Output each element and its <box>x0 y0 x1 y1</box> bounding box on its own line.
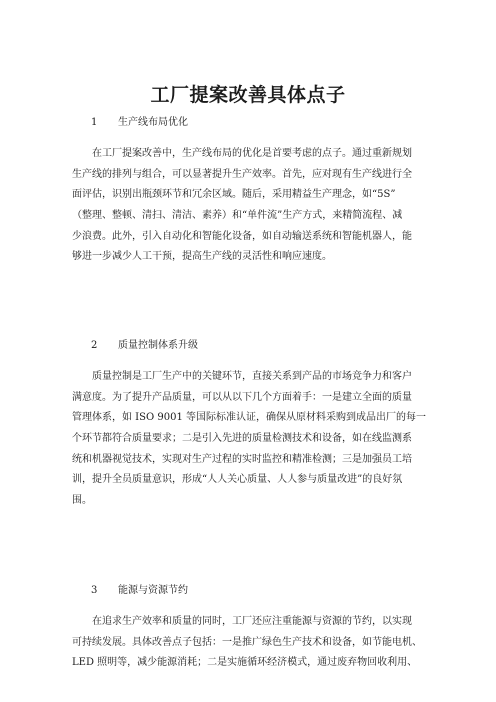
section-1 <box>72 115 428 268</box>
section-heading <box>72 338 428 354</box>
paragraph-line: （整理、整顿、清扫、清洁、素养）和“单件流”生产方式，来精简流程、减 <box>72 210 403 222</box>
paragraph-line: 满意度。为了提升产品质量，可以从以下几个方面着手：一是建立全面的质量 <box>72 391 412 403</box>
paragraph-line: 围。 <box>72 495 92 507</box>
paragraph-line: 面评估，识别出瓶颈环节和冗余区域。随后，采用精益生产理念，如“5S” <box>72 189 396 201</box>
paragraph-line: LED 照明等，减少能源消耗；二是实施循环经济模式，通过废弃物回收利用、 <box>72 657 418 669</box>
document-title: 工厂提案改善具体点子 <box>150 84 346 106</box>
section-3 <box>72 583 428 674</box>
section-number: 1 <box>91 117 98 128</box>
paragraph-line: 在工厂提案改善中，生产线布局的优化是首要考虑的点子。通过重新规划 <box>92 148 412 159</box>
section-number: 2 <box>91 340 98 351</box>
section-body <box>72 144 428 268</box>
paragraph-line: 够进一步减少人工干预，提高生产线的灵活性和响应速度。 <box>72 251 332 263</box>
paragraph-line: 训，提升全员质量意识，形成“人人关心质量、人人参与质量改进”的良好氛 <box>72 474 403 486</box>
section-number: 3 <box>91 585 98 596</box>
paragraph-line: 生产线的排列与组合，可以显著提升生产效率。首先，应对现有生产线进行全 <box>72 168 412 180</box>
paragraph-line: 质量控制是工厂生产中的关键环节，直接关系到产品的市场竞争力和客户 <box>92 371 412 382</box>
paragraph-line: 管理体系，如 ISO 9001 等国际标准认证，确保从原材料采购到成品出厂的每一 <box>72 412 426 424</box>
section-heading-text: 质量控制体系升级 <box>118 340 198 351</box>
section-heading <box>72 583 428 599</box>
paragraph-line: 少浪费。此外，引入自动化和智能化设备，如自动输送系统和智能机器人，能 <box>72 230 412 242</box>
section-2 <box>72 338 428 512</box>
paragraph-line: 可持续发展。具体改善点子包括：一是推广绿色生产技术和设备，如节能电机、 <box>72 636 422 648</box>
paragraph-line: 个环节都符合质量要求；二是引入先进的质量检测技术和设备，如在线监测系 <box>72 433 412 445</box>
section-heading-text: 能源与资源节约 <box>118 585 188 596</box>
paragraph-line: 在追求生产效率和质量的同时，工厂还应注重能源与资源的节约，以实现 <box>92 616 412 627</box>
section-heading-text: 生产线布局优化 <box>118 117 188 128</box>
section-body <box>72 612 428 674</box>
paragraph-line: 统和机器视觉技术，实现对生产过程的实时监控和精准检测；三是加强员工培 <box>72 453 412 465</box>
section-heading <box>72 115 428 131</box>
section-body <box>72 367 428 512</box>
